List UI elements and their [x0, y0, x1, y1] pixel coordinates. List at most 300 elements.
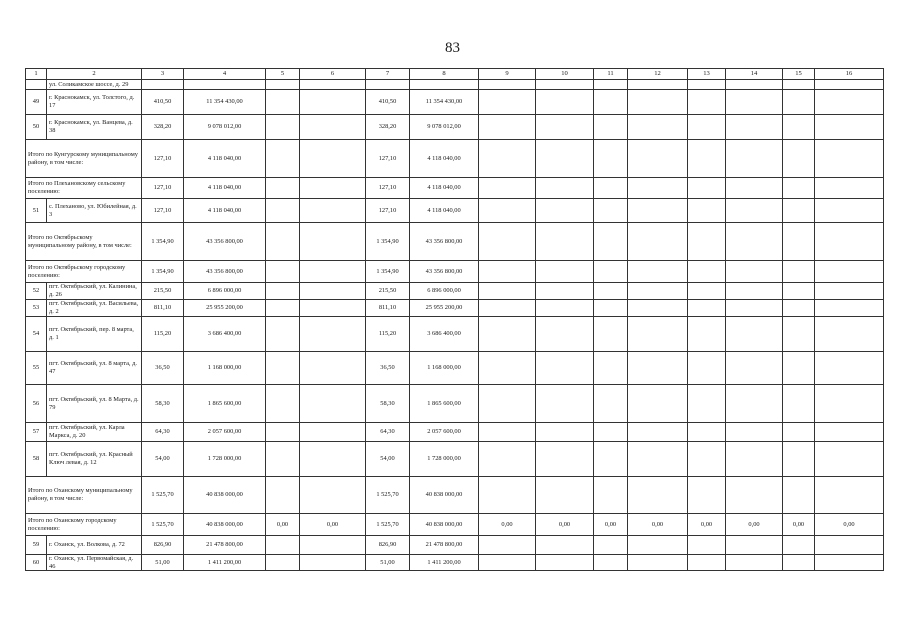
value-cell: [628, 80, 688, 90]
value-cell: [266, 536, 300, 555]
cost-cell: 2 057 600,00: [184, 423, 266, 442]
row-number-cell: 51: [26, 199, 47, 223]
value-cell: [688, 536, 726, 555]
value-cell: [815, 555, 884, 571]
value-cell: [479, 555, 536, 571]
column-number-cell: 15: [783, 69, 815, 80]
value-cell: [536, 90, 594, 115]
value-cell: [266, 199, 300, 223]
value-cell: [479, 442, 536, 477]
cost-cell: 1 728 000,00: [184, 442, 266, 477]
column-number-cell: 13: [688, 69, 726, 80]
cost-cell: 43 356 800,00: [184, 261, 266, 283]
value-cell: [594, 115, 628, 140]
value-cell: [266, 115, 300, 140]
cost-cell: 2 057 600,00: [410, 423, 479, 442]
value-cell: [783, 385, 815, 423]
cost-cell: 4 118 040,00: [184, 178, 266, 199]
value-cell: 0,00: [628, 514, 688, 536]
area-cell: 1 354,90: [142, 261, 184, 283]
cost-cell: 21 478 800,00: [410, 536, 479, 555]
value-cell: [594, 178, 628, 199]
table-row: [26, 199, 884, 223]
row-number-cell: 57: [26, 423, 47, 442]
value-cell: [536, 283, 594, 300]
value-cell: [628, 300, 688, 317]
value-cell: [628, 442, 688, 477]
value-cell: [726, 555, 783, 571]
value-cell: [536, 80, 594, 90]
area-cell: 215,50: [142, 283, 184, 300]
value-cell: [300, 115, 366, 140]
value-cell: [536, 178, 594, 199]
column-number-cell: 10: [536, 69, 594, 80]
address-cell: ул. Соликамское шоссе, д. 29: [47, 80, 142, 90]
value-cell: [594, 423, 628, 442]
value-cell: [628, 477, 688, 514]
value-cell: [815, 223, 884, 261]
value-cell: [300, 477, 366, 514]
value-cell: [266, 178, 300, 199]
row-number-cell: 58: [26, 442, 47, 477]
value-cell: [815, 140, 884, 178]
value-cell: [594, 555, 628, 571]
area-cell: 1 525,70: [142, 514, 184, 536]
value-cell: [783, 423, 815, 442]
register-table: [25, 68, 884, 571]
value-cell: [479, 477, 536, 514]
value-cell: [815, 261, 884, 283]
cost-cell: 9 078 012,00: [410, 115, 479, 140]
value-cell: [688, 423, 726, 442]
value-cell: [479, 80, 536, 90]
value-cell: [536, 300, 594, 317]
cost-cell: 4 118 040,00: [410, 140, 479, 178]
value-cell: [688, 442, 726, 477]
row-number-cell: 56: [26, 385, 47, 423]
value-cell: [628, 90, 688, 115]
cost-cell: 40 838 000,00: [184, 477, 266, 514]
value-cell: [300, 90, 366, 115]
cost-cell: 1 411 200,00: [410, 555, 479, 571]
cost-cell: [410, 80, 479, 90]
subtotal-label: Итого по Плехановскому сельскому поселению:: [26, 178, 142, 199]
address-cell: г. Оханск, ул. Первомайская, д. 46: [47, 555, 142, 571]
value-cell: [726, 140, 783, 178]
cost-cell: 4 118 040,00: [410, 178, 479, 199]
value-cell: [815, 115, 884, 140]
subtotal-row: [26, 223, 884, 261]
value-cell: [300, 385, 366, 423]
value-cell: [688, 317, 726, 352]
area-cell: 115,20: [366, 317, 410, 352]
value-cell: [536, 115, 594, 140]
value-cell: [628, 199, 688, 223]
value-cell: [594, 90, 628, 115]
cost-cell: 1 411 200,00: [184, 555, 266, 571]
value-cell: [479, 199, 536, 223]
table-row: [26, 536, 884, 555]
area-cell: 127,10: [366, 140, 410, 178]
value-cell: [726, 317, 783, 352]
value-cell: [594, 317, 628, 352]
value-cell: [479, 536, 536, 555]
value-cell: [628, 536, 688, 555]
cost-cell: 6 896 000,00: [184, 283, 266, 300]
column-number-cell: 3: [142, 69, 184, 80]
address-cell: г. Оханск, ул. Волкова, д. 72: [47, 536, 142, 555]
value-cell: [726, 115, 783, 140]
area-cell: 1 525,70: [366, 477, 410, 514]
value-cell: [726, 477, 783, 514]
area-cell: 54,00: [366, 442, 410, 477]
area-cell: 1 354,90: [366, 261, 410, 283]
area-cell: 1 525,70: [366, 514, 410, 536]
table-row: [26, 115, 884, 140]
table-row: [26, 300, 884, 317]
value-cell: [815, 300, 884, 317]
cost-cell: 1 168 000,00: [410, 352, 479, 385]
subtotal-row: [26, 140, 884, 178]
value-cell: [688, 90, 726, 115]
value-cell: [726, 442, 783, 477]
value-cell: [536, 385, 594, 423]
value-cell: 0,00: [815, 514, 884, 536]
value-cell: [628, 352, 688, 385]
area-cell: 64,30: [142, 423, 184, 442]
value-cell: [726, 385, 783, 423]
value-cell: 0,00: [726, 514, 783, 536]
column-number-cell: 7: [366, 69, 410, 80]
value-cell: [479, 317, 536, 352]
cost-cell: 4 118 040,00: [410, 199, 479, 223]
value-cell: [266, 300, 300, 317]
column-number-cell: 2: [47, 69, 142, 80]
area-cell: 36,50: [142, 352, 184, 385]
value-cell: [266, 555, 300, 571]
value-cell: [536, 223, 594, 261]
subtotal-row: [26, 514, 884, 536]
value-cell: 0,00: [594, 514, 628, 536]
area-cell: 826,90: [142, 536, 184, 555]
value-cell: [536, 442, 594, 477]
column-number-cell: 8: [410, 69, 479, 80]
value-cell: [783, 283, 815, 300]
row-number-cell: 55: [26, 352, 47, 385]
column-number-cell: 1: [26, 69, 47, 80]
value-cell: [300, 261, 366, 283]
value-cell: [536, 352, 594, 385]
value-cell: [479, 140, 536, 178]
value-cell: [594, 385, 628, 423]
cost-cell: [184, 80, 266, 90]
value-cell: [300, 536, 366, 555]
value-cell: [300, 423, 366, 442]
value-cell: [688, 178, 726, 199]
cost-cell: 3 686 400,00: [184, 317, 266, 352]
value-cell: [479, 115, 536, 140]
value-cell: [783, 317, 815, 352]
value-cell: [815, 385, 884, 423]
value-cell: [594, 477, 628, 514]
value-cell: 0,00: [479, 514, 536, 536]
value-cell: [266, 261, 300, 283]
value-cell: [266, 352, 300, 385]
subtotal-label: Итого по Оханскому городскому поселению:: [26, 514, 142, 536]
value-cell: [783, 536, 815, 555]
value-cell: [815, 80, 884, 90]
address-cell: с. Плеханово, ул. Юбилейная, д. 3: [47, 199, 142, 223]
value-cell: [594, 261, 628, 283]
value-cell: [688, 199, 726, 223]
value-cell: [536, 317, 594, 352]
table-row: [26, 352, 884, 385]
value-cell: [536, 140, 594, 178]
value-cell: [300, 223, 366, 261]
value-cell: [726, 90, 783, 115]
area-cell: 127,10: [142, 199, 184, 223]
value-cell: [266, 223, 300, 261]
value-cell: [815, 317, 884, 352]
table-row: [26, 90, 884, 115]
row-number-cell: 52: [26, 283, 47, 300]
cost-cell: 1 168 000,00: [184, 352, 266, 385]
column-number-row: [26, 69, 884, 80]
value-cell: [266, 442, 300, 477]
value-cell: [688, 115, 726, 140]
value-cell: [300, 442, 366, 477]
column-number-cell: 11: [594, 69, 628, 80]
cost-cell: 11 354 430,00: [184, 90, 266, 115]
cost-cell: 40 838 000,00: [410, 477, 479, 514]
area-cell: 1 354,90: [142, 223, 184, 261]
value-cell: [628, 385, 688, 423]
value-cell: [266, 317, 300, 352]
subtotal-label: Итого по Октябрьскому городскому поселению:: [26, 261, 142, 283]
cost-cell: 43 356 800,00: [410, 223, 479, 261]
value-cell: [688, 283, 726, 300]
cost-cell: 6 896 000,00: [410, 283, 479, 300]
area-cell: 54,00: [142, 442, 184, 477]
area-cell: 328,20: [366, 115, 410, 140]
area-cell: 127,10: [142, 178, 184, 199]
value-cell: [266, 477, 300, 514]
address-cell: пгт. Октябрьский, ул. 8 марта, д. 47: [47, 352, 142, 385]
value-cell: [783, 90, 815, 115]
value-cell: [300, 283, 366, 300]
value-cell: [594, 536, 628, 555]
area-cell: 811,10: [142, 300, 184, 317]
value-cell: [479, 261, 536, 283]
column-number-cell: 16: [815, 69, 884, 80]
value-cell: [266, 80, 300, 90]
value-cell: [628, 115, 688, 140]
page-number: 83: [445, 40, 460, 56]
value-cell: [536, 261, 594, 283]
value-cell: [815, 283, 884, 300]
value-cell: [536, 423, 594, 442]
row-number-cell: 53: [26, 300, 47, 317]
value-cell: [300, 555, 366, 571]
value-cell: [594, 199, 628, 223]
value-cell: [300, 80, 366, 90]
value-cell: [783, 442, 815, 477]
value-cell: [300, 317, 366, 352]
subtotal-label: Итого по Кунгурскому муниципальному району, в том числе:: [26, 140, 142, 178]
value-cell: [536, 477, 594, 514]
value-cell: [783, 223, 815, 261]
value-cell: [688, 261, 726, 283]
value-cell: [266, 283, 300, 300]
value-cell: [726, 178, 783, 199]
value-cell: [783, 199, 815, 223]
value-cell: [726, 300, 783, 317]
value-cell: [594, 283, 628, 300]
value-cell: [783, 140, 815, 178]
column-number-cell: 6: [300, 69, 366, 80]
value-cell: [594, 223, 628, 261]
value-cell: [726, 352, 783, 385]
subtotal-row: [26, 261, 884, 283]
area-cell: [366, 80, 410, 90]
value-cell: [726, 199, 783, 223]
column-number-cell: 4: [184, 69, 266, 80]
area-cell: 127,10: [366, 178, 410, 199]
address-cell: г. Краснокамск, ул. Толстого, д. 17: [47, 90, 142, 115]
value-cell: [594, 442, 628, 477]
value-cell: [815, 423, 884, 442]
area-cell: 410,50: [366, 90, 410, 115]
row-number-cell: [26, 80, 47, 90]
value-cell: [726, 283, 783, 300]
value-cell: [815, 477, 884, 514]
cost-cell: 40 838 000,00: [184, 514, 266, 536]
cost-cell: 25 955 200,00: [184, 300, 266, 317]
value-cell: [688, 300, 726, 317]
address-cell: пгт. Октябрьский, пер. 8 марта, д. 1: [47, 317, 142, 352]
table-row: [26, 555, 884, 571]
value-cell: [479, 352, 536, 385]
area-cell: 215,50: [366, 283, 410, 300]
cost-cell: 4 118 040,00: [184, 140, 266, 178]
address-cell: г. Краснокамск, ул. Ванцева, д. 38: [47, 115, 142, 140]
cost-cell: 3 686 400,00: [410, 317, 479, 352]
cost-cell: 21 478 800,00: [184, 536, 266, 555]
value-cell: [815, 90, 884, 115]
value-cell: [688, 223, 726, 261]
address-cell: пгт. Октябрьский, ул. 8 Марта, д. 79: [47, 385, 142, 423]
value-cell: [479, 178, 536, 199]
column-number-cell: 5: [266, 69, 300, 80]
area-cell: 127,10: [366, 199, 410, 223]
value-cell: [594, 300, 628, 317]
value-cell: [266, 385, 300, 423]
value-cell: [628, 223, 688, 261]
value-cell: [300, 300, 366, 317]
cost-cell: 4 118 040,00: [184, 199, 266, 223]
area-cell: 115,20: [142, 317, 184, 352]
table-row: [26, 80, 884, 90]
row-number-cell: 50: [26, 115, 47, 140]
address-cell: пгт. Октябрьский, ул. Красный Ключ левая, д. 12: [47, 442, 142, 477]
value-cell: [815, 178, 884, 199]
value-cell: [783, 300, 815, 317]
value-cell: [536, 536, 594, 555]
value-cell: 0,00: [536, 514, 594, 536]
table-row: [26, 423, 884, 442]
area-cell: 1 354,90: [366, 223, 410, 261]
area-cell: 36,50: [366, 352, 410, 385]
table-row: [26, 283, 884, 300]
address-cell: пгт. Октябрьский, ул. Карла Маркса, д. 20: [47, 423, 142, 442]
value-cell: [300, 140, 366, 178]
subtotal-label: Итого по Оханскому муниципальному району, в том числе:: [26, 477, 142, 514]
value-cell: [628, 261, 688, 283]
value-cell: [628, 423, 688, 442]
value-cell: [688, 80, 726, 90]
table-row: [26, 317, 884, 352]
value-cell: [688, 385, 726, 423]
value-cell: [300, 178, 366, 199]
row-number-cell: 54: [26, 317, 47, 352]
value-cell: [479, 300, 536, 317]
subtotal-label: Итого по Октябрьскому муниципальному району, в том числе:: [26, 223, 142, 261]
area-cell: 1 525,70: [142, 477, 184, 514]
area-cell: 58,30: [142, 385, 184, 423]
value-cell: [266, 140, 300, 178]
value-cell: [628, 178, 688, 199]
value-cell: 0,00: [783, 514, 815, 536]
cost-cell: 25 955 200,00: [410, 300, 479, 317]
value-cell: [536, 555, 594, 571]
area-cell: 328,20: [142, 115, 184, 140]
row-number-cell: 60: [26, 555, 47, 571]
cost-cell: 11 354 430,00: [410, 90, 479, 115]
value-cell: [815, 199, 884, 223]
table-row: [26, 442, 884, 477]
row-number-cell: 49: [26, 90, 47, 115]
value-cell: [783, 352, 815, 385]
value-cell: [688, 477, 726, 514]
value-cell: [688, 140, 726, 178]
area-cell: [142, 80, 184, 90]
column-number-cell: 12: [628, 69, 688, 80]
area-cell: 410,50: [142, 90, 184, 115]
cost-cell: 1 865 600,00: [410, 385, 479, 423]
value-cell: [479, 283, 536, 300]
value-cell: [783, 178, 815, 199]
column-number-cell: 9: [479, 69, 536, 80]
value-cell: [815, 536, 884, 555]
cost-cell: 1 728 000,00: [410, 442, 479, 477]
column-number-cell: 14: [726, 69, 783, 80]
value-cell: [688, 555, 726, 571]
area-cell: 51,00: [366, 555, 410, 571]
value-cell: [783, 261, 815, 283]
value-cell: [300, 352, 366, 385]
value-cell: [815, 442, 884, 477]
area-cell: 51,00: [142, 555, 184, 571]
value-cell: [726, 536, 783, 555]
value-cell: [726, 223, 783, 261]
cost-cell: 40 838 000,00: [410, 514, 479, 536]
value-cell: [300, 199, 366, 223]
value-cell: [536, 199, 594, 223]
value-cell: 0,00: [266, 514, 300, 536]
value-cell: [688, 352, 726, 385]
area-cell: 64,30: [366, 423, 410, 442]
value-cell: [594, 140, 628, 178]
